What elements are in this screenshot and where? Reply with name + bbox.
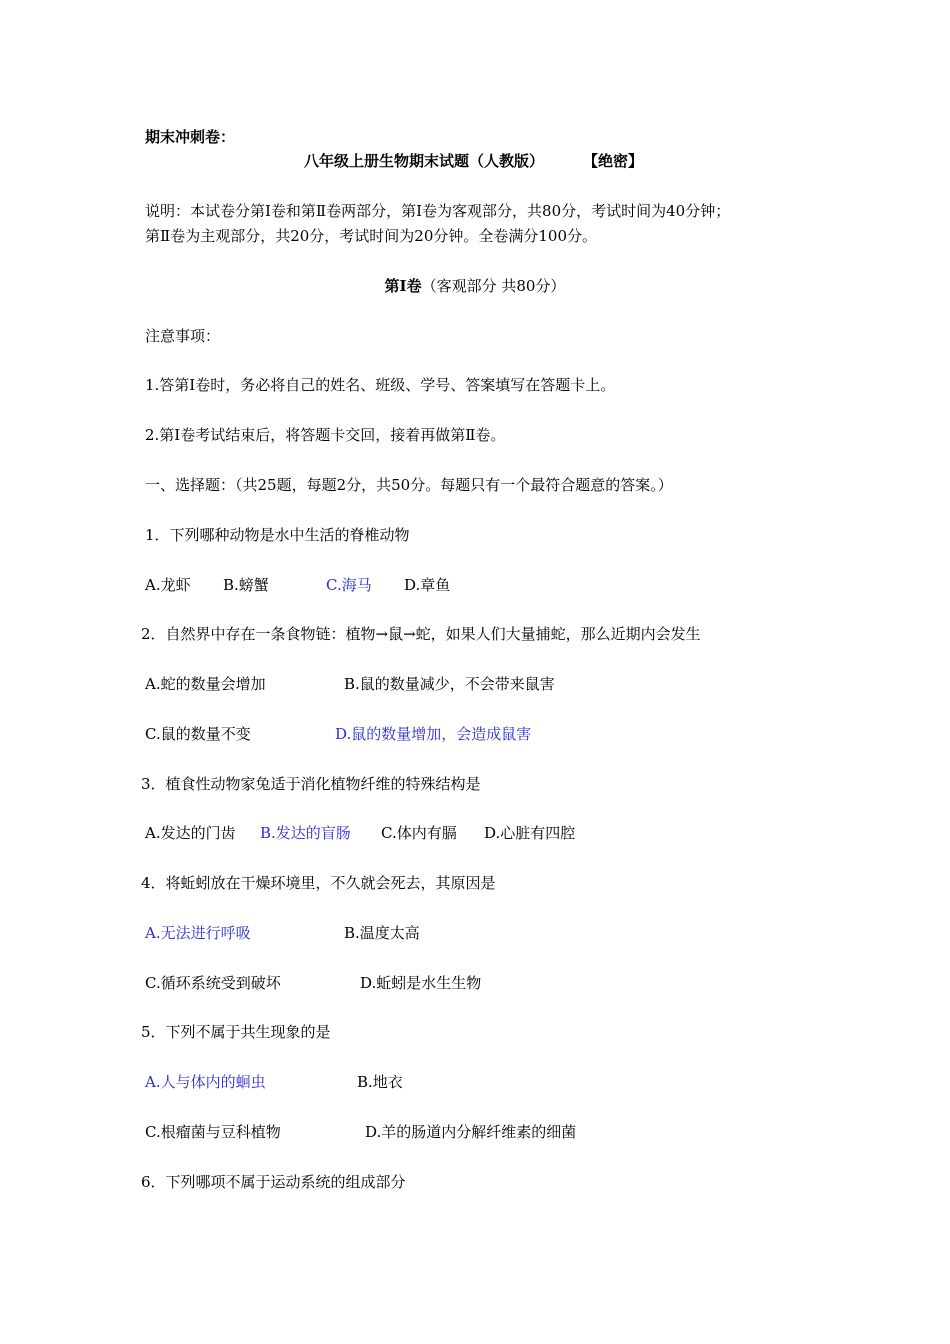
question-2-stem: 2．自然界中存在一条食物链：植物→鼠→蛇，如果人们大量捕蛇，那么近期内会发生 — [141, 625, 701, 643]
question-1-option-c-answer: C.海马 — [326, 576, 372, 594]
secret-mark: 【绝密】 — [583, 152, 644, 170]
exam-title-row — [0, 151, 950, 171]
question-1-option-b: B.螃蟹 — [223, 576, 269, 594]
question-5-option-a-answer: A.人与体内的蛔虫 — [145, 1073, 266, 1091]
exam-title: 八年级上册生物期末试题（人教版） — [303, 152, 544, 170]
section-title-bold: 第Ⅰ卷 — [384, 277, 422, 295]
question-4-option-c: C.循环系统受到破坏 — [145, 974, 281, 992]
notes-heading: 注意事项： — [145, 327, 221, 345]
question-5-stem: 5．下列不属于共生现象的是 — [141, 1023, 331, 1041]
question-2-option-b: B.鼠的数量减少，不会带来鼠害 — [344, 675, 555, 693]
part1-heading: 一、选择题：（共25题，每题2分，共50分。每题只有一个最符合题意的答案。） — [145, 476, 673, 494]
exam-label: 期末冲刺卷： — [145, 128, 236, 146]
question-4-option-d: D.蚯蚓是水生生物 — [360, 974, 482, 992]
question-3-stem: 3．植食性动物家兔适于消化植物纤维的特殊结构是 — [141, 775, 481, 793]
section-title — [0, 276, 950, 296]
question-1-option-a: A.龙虾 — [145, 576, 191, 594]
question-5-option-c: C.根瘤菌与豆科植物 — [145, 1123, 281, 1141]
question-4-stem: 4．将蚯蚓放在干燥环境里，不久就会死去，其原因是 — [141, 874, 496, 892]
notes-item-1: 1.答第Ⅰ卷时，务必将自己的姓名、班级、学号、答案填写在答题卡上。 — [145, 376, 616, 394]
question-2-option-a: A.蛇的数量会增加 — [145, 675, 266, 693]
question-3-option-c: C.体内有膈 — [381, 824, 457, 842]
intro-line-2: 第Ⅱ卷为主观部分，共20分，考试时间为20分钟。全卷满分100分。 — [145, 227, 598, 245]
question-4-option-b: B.温度太高 — [344, 924, 420, 942]
question-1-stem: 1．下列哪种动物是水中生活的脊椎动物 — [145, 526, 410, 544]
question-3-option-d: D.心脏有四腔 — [484, 824, 576, 842]
section-title-rest: （客观部分 共80分） — [421, 277, 566, 295]
question-6-stem: 6．下列哪项不属于运动系统的组成部分 — [141, 1173, 406, 1191]
notes-item-2: 2.第Ⅰ卷考试结束后，将答题卡交回，接着再做第Ⅱ卷。 — [145, 426, 506, 444]
question-2-option-c: C.鼠的数量不变 — [145, 725, 251, 743]
question-5-option-b: B.地衣 — [357, 1073, 403, 1091]
question-1-option-d: D.章鱼 — [404, 576, 451, 594]
question-3-option-a: A.发达的门齿 — [145, 824, 236, 842]
question-4-option-a-answer: A.无法进行呼吸 — [145, 924, 251, 942]
question-5-option-d: D.羊的肠道内分解纤维素的细菌 — [365, 1123, 577, 1141]
question-2-option-d-answer: D.鼠的数量增加，会造成鼠害 — [335, 725, 532, 743]
question-3-option-b-answer: B.发达的盲肠 — [260, 824, 351, 842]
intro-line-1: 说明：本试卷分第Ⅰ卷和第Ⅱ卷两部分，第Ⅰ卷为客观部分，共80分，考试时间为40分钟； — [145, 202, 731, 220]
